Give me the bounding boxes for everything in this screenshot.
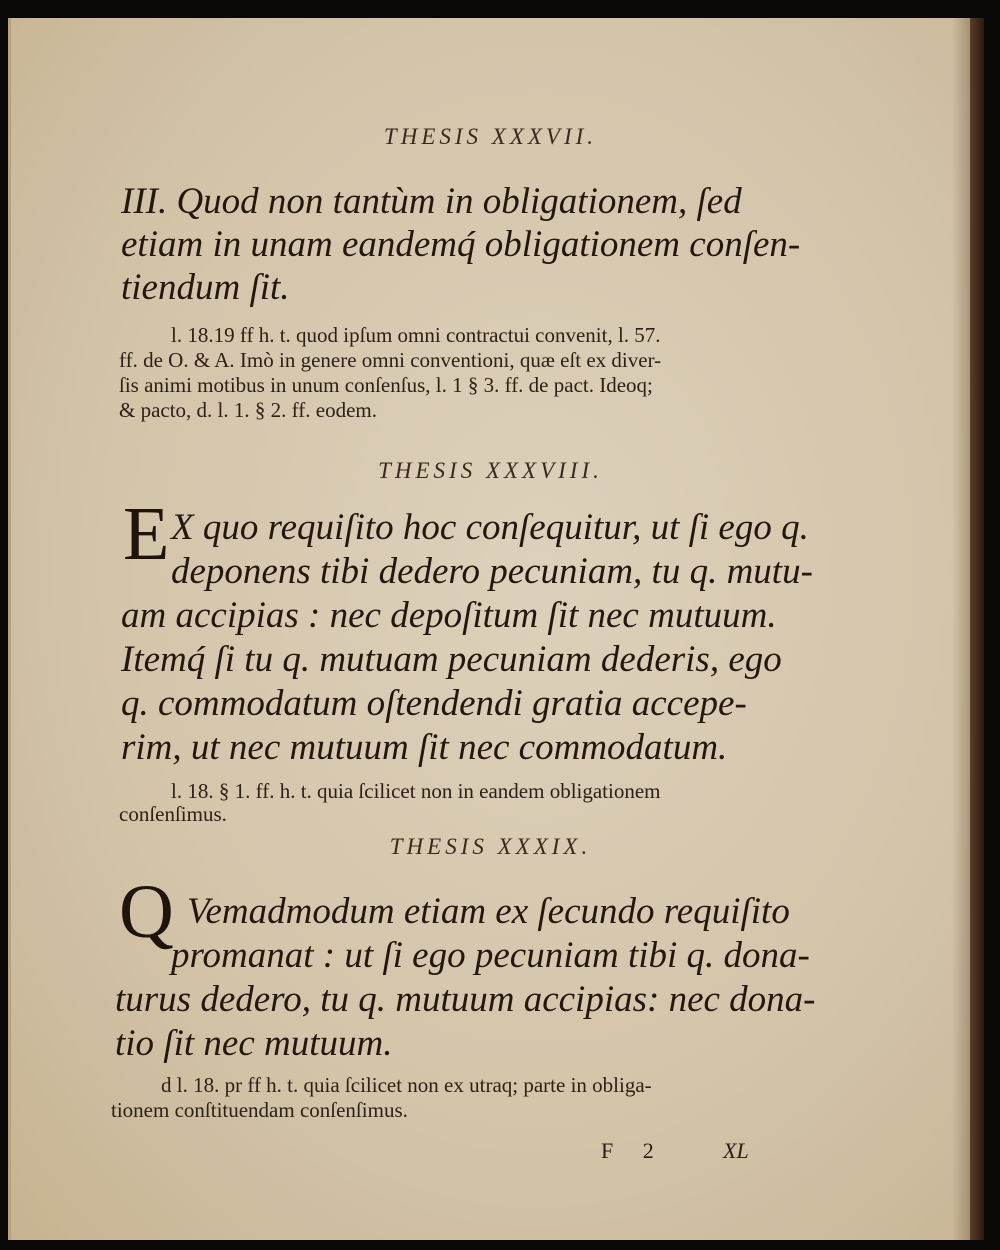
thesis-39-line-3: turus dedero, tu q. mutuum accipias: nec dona- [115, 979, 816, 1020]
thesis-39-note-2: tionem conſtituendam conſenſimus. [111, 1098, 408, 1122]
thesis-39-note-1: d l. 18. pr ff h. t. quia ſcilicet non ex utraq; parte in obliga- [161, 1073, 652, 1097]
page-edge-shadow [970, 18, 984, 1240]
thesis-39-line-4: tio ſit nec mutuum. [115, 1023, 393, 1064]
thesis-38-line-2: deponens tibi dedero pecuniam, tu q. mutu- [171, 551, 813, 592]
thesis-38-line-4: Itemq́ ſi tu q. mutuam pecuniam dederis, ego [121, 639, 782, 680]
thesis-38-line-1: X quo requiſito hoc conſequitur, ut ſi ego q. [171, 507, 809, 548]
thesis-37-note-4: & pacto, d. l. 1. § 2. ff. eodem. [119, 398, 377, 422]
thesis-37-note-3: ſis animi motibus in unum conſenſus, l. 1 § 3. ff. de pact. Ideoq; [119, 373, 653, 397]
thesis-38-line-6: rim, ut nec mutuum ſit nec commodatum. [121, 727, 728, 768]
thesis-38-note-2: conſenſimus. [119, 802, 227, 826]
thesis-37-heading: THESIS XXXVII. [383, 124, 598, 149]
catchword: XL [723, 1138, 749, 1163]
thesis-39-line-2: promanat : ut ſi ego pecuniam tibi q. dona- [171, 935, 810, 976]
signature-mark: F 2 [601, 1138, 666, 1163]
thesis-37-note-1: l. 18.19 ff h. t. quod ipſum omni contractui convenit, l. 57. [171, 323, 661, 347]
thesis-38-line-5: q. commodatum oſtendendi gratia accepe- [121, 683, 747, 724]
thesis-39-dropcap: Q [119, 870, 174, 954]
thesis-38-note-1: l. 18. § 1. ff. h. t. quia ſcilicet non in eandem obligationem [171, 779, 661, 803]
book-page [8, 18, 970, 1240]
thesis-38-heading: THESIS XXXVIII. [378, 458, 603, 483]
thesis-38-line-3: am accipias : nec depoſitum ſit nec mutuum. [121, 595, 777, 636]
thesis-37-line-1: III. Quod non tantùm in obligationem, ſed [121, 181, 742, 222]
thesis-38-dropcap: E [123, 492, 170, 576]
thesis-39-heading: THESIS XXXIX. [389, 834, 592, 859]
thesis-37-note-2: ff. de O. & A. Imò in genere omni conventioni, quæ eſt ex diver- [119, 348, 662, 372]
thesis-37-line-2: etiam in unam eandemq́ obligationem conſen- [121, 224, 801, 265]
thesis-37-line-3: tiendum ſit. [121, 267, 290, 308]
thesis-39-line-1: Vemadmodum etiam ex ſecundo requiſito [187, 891, 790, 932]
